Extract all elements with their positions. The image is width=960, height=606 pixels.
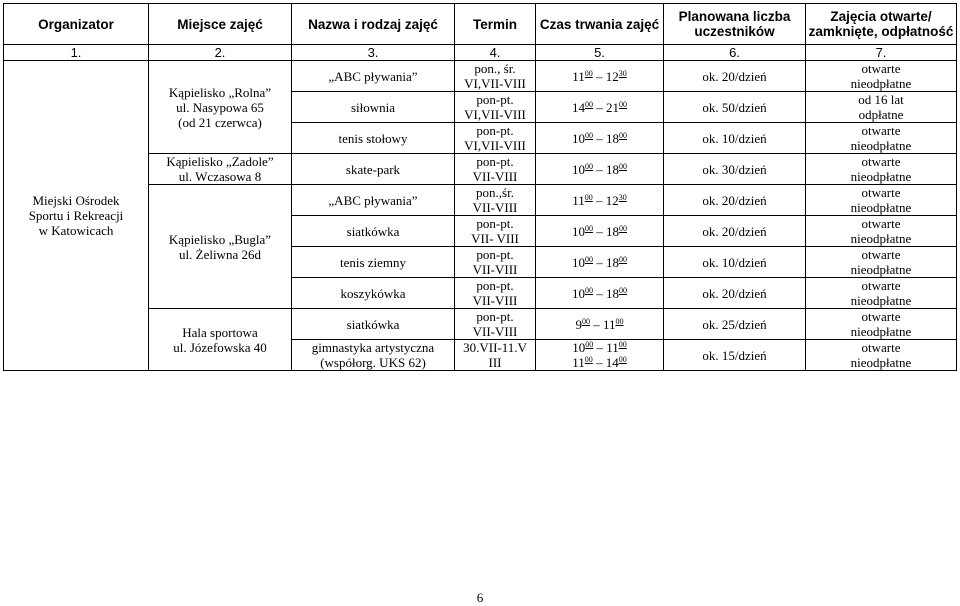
venue-line: ul. Wczasowa 8 <box>178 169 262 184</box>
access-line: odpłatne <box>858 107 904 122</box>
start-hour: 14 <box>572 99 585 115</box>
access-cell <box>806 92 957 123</box>
time-range <box>538 69 661 84</box>
term-line: pon-pt. <box>476 278 514 293</box>
activity-name: „ABC pływania” <box>292 61 455 92</box>
time-range <box>538 286 661 301</box>
term-line: pon-pt. <box>476 123 514 138</box>
end-minutes: 00 <box>618 340 627 349</box>
access-cell <box>806 340 957 371</box>
start-minutes: 00 <box>585 254 593 264</box>
column-number: 5. <box>536 45 664 61</box>
term-cell <box>455 61 536 92</box>
end-hour: 11 <box>602 316 616 332</box>
header-venue: Miejsce zajęć <box>149 4 292 45</box>
access-cell <box>806 185 957 216</box>
term-line: VII-VIII <box>472 293 518 308</box>
start-hour: 10 <box>572 223 585 239</box>
access-line: otwarte <box>861 278 901 293</box>
organizer-line: Miejski Ośrodek <box>32 193 120 208</box>
end-hour: 12 <box>605 192 619 208</box>
venue-line: ul. Józefowska 40 <box>173 339 267 355</box>
time-separator: – <box>596 99 603 115</box>
access-line: otwarte <box>861 185 901 200</box>
access-line: nieodpłatne <box>850 262 912 277</box>
term-cell <box>455 278 536 309</box>
end-minutes: 00 <box>619 161 627 171</box>
time-range <box>538 255 661 270</box>
term-cell <box>455 154 536 185</box>
time-separator: – <box>596 192 603 208</box>
header-row <box>4 4 957 45</box>
participants-cell: ok. 15/dzień <box>664 340 806 371</box>
organizer-line: w Katowicach <box>38 223 114 238</box>
header-duration: Czas trwania zajęć <box>536 4 664 45</box>
term-line: VI,VII-VIII <box>464 76 526 91</box>
start-hour: 10 <box>572 285 585 301</box>
organizer-line: Sportu i Rekreacji <box>28 208 124 223</box>
term-cell <box>455 92 536 123</box>
column-number-row <box>4 45 957 61</box>
venue-line: ul. Żeliwna 26d <box>179 246 261 262</box>
term-cell <box>455 247 536 278</box>
access-line: nieodpłatne <box>850 231 912 246</box>
term-line: pon-pt. <box>476 309 514 324</box>
column-number: 3. <box>292 45 455 61</box>
header-organizer: Organizator <box>4 4 149 45</box>
time-range <box>538 340 661 355</box>
start-minutes: 00 <box>585 161 593 171</box>
duration-cell <box>536 247 664 278</box>
start-minutes: 00 <box>584 192 593 202</box>
time-range <box>538 355 661 370</box>
organizer-cell <box>4 61 149 371</box>
duration-cell <box>536 278 664 309</box>
term-line: pon.,śr. <box>476 185 514 200</box>
term-line: 30.VII-11.V <box>463 340 527 355</box>
access-line: nieodpłatne <box>850 138 912 153</box>
end-minutes: 30 <box>618 192 627 202</box>
access-line: otwarte <box>861 154 901 169</box>
venue-line: Hala sportowa <box>182 324 258 340</box>
term-line: pon-pt. <box>476 154 514 169</box>
column-number: 1. <box>4 45 149 61</box>
end-hour: 18 <box>606 130 619 146</box>
access-line: otwarte <box>861 216 901 231</box>
access-line: otwarte <box>861 247 901 262</box>
start-minutes: 00 <box>585 130 593 140</box>
term-cell <box>455 185 536 216</box>
duration-cell <box>536 61 664 92</box>
duration-cell <box>536 309 664 340</box>
start-minutes: 00 <box>584 68 593 78</box>
venue-line: Kąpielisko „Rolna” <box>168 84 272 100</box>
header-term: Termin <box>455 4 536 45</box>
term-line: pon-pt. <box>476 216 514 231</box>
access-line: otwarte <box>861 340 901 355</box>
end-hour: 18 <box>606 223 619 239</box>
column-number: 6. <box>664 45 806 61</box>
access-cell <box>806 309 957 340</box>
venue-cell <box>149 61 292 154</box>
term-line: VII- VIII <box>471 231 519 246</box>
end-hour: 11 <box>606 340 619 355</box>
term-line: pon-pt. <box>476 247 514 262</box>
time-range <box>538 317 661 332</box>
access-line: otwarte <box>861 309 901 324</box>
time-separator: – <box>596 130 603 146</box>
term-cell <box>455 123 536 154</box>
venue-line: Kąpielisko „Bugla” <box>168 231 272 247</box>
column-number: 4. <box>455 45 536 61</box>
venue-line: ul. Nasypowa 65 <box>176 99 264 115</box>
venue-line: Kąpielisko „Zadole” <box>166 154 274 169</box>
access-line: nieodpłatne <box>850 324 912 339</box>
end-hour: 21 <box>606 99 619 115</box>
end-minutes: 00 <box>618 355 627 364</box>
start-hour: 10 <box>572 130 585 146</box>
participants-cell: ok. 10/dzień <box>664 123 806 154</box>
time-separator: – <box>596 355 603 370</box>
start-hour: 11 <box>572 192 585 208</box>
access-cell <box>806 247 957 278</box>
access-line: od 16 lat <box>858 92 904 107</box>
term-line: VII-VIII <box>472 262 518 277</box>
participants-cell: ok. 20/dzień <box>664 61 806 92</box>
start-minutes: 00 <box>585 340 594 349</box>
end-minutes: 00 <box>619 285 627 295</box>
participants-cell: ok. 20/dzień <box>664 185 806 216</box>
start-minutes: 00 <box>585 223 593 233</box>
end-minutes: 30 <box>618 68 627 78</box>
header-participants: Planowana liczba uczestników <box>664 4 806 45</box>
access-cell <box>806 216 957 247</box>
term-line: pon., śr. <box>474 61 516 76</box>
venue-cell <box>149 309 292 371</box>
term-line: VII-VIII <box>472 200 518 215</box>
duration-cell <box>536 185 664 216</box>
end-hour: 12 <box>605 68 619 84</box>
participants-cell: ok. 10/dzień <box>664 247 806 278</box>
venue-cell <box>149 154 292 185</box>
access-line: nieodpłatne <box>850 293 912 308</box>
column-number: 2. <box>149 45 292 61</box>
access-cell <box>806 278 957 309</box>
start-hour: 10 <box>572 161 585 177</box>
start-minutes: 00 <box>584 355 593 364</box>
term-line: VII-VIII <box>472 324 518 339</box>
end-hour: 14 <box>605 355 619 370</box>
access-line: nieodpłatne <box>850 169 912 184</box>
venue-line: (od 21 czerwca) <box>178 114 262 130</box>
duration-cell <box>536 340 664 371</box>
start-hour: 10 <box>572 254 585 270</box>
access-line: otwarte <box>861 61 901 76</box>
activity-name: tenis ziemny <box>292 247 455 278</box>
term-line: VI,VII-VIII <box>464 138 526 153</box>
term-line: VII-VIII <box>472 169 518 184</box>
activity-name: tenis stołowy <box>292 123 455 154</box>
start-hour: 9 <box>575 316 582 332</box>
participants-cell: ok. 20/dzień <box>664 216 806 247</box>
start-hour: 11 <box>572 68 585 84</box>
time-separator: – <box>593 316 600 332</box>
time-separator: – <box>596 285 603 301</box>
activity-name: siatkówka <box>292 309 455 340</box>
time-range <box>538 193 661 208</box>
time-range <box>538 162 661 177</box>
activity-name <box>292 340 455 371</box>
column-number: 7. <box>806 45 957 61</box>
duration-cell <box>536 92 664 123</box>
schedule-table <box>3 3 957 371</box>
duration-cell <box>536 154 664 185</box>
access-cell <box>806 154 957 185</box>
end-hour: 18 <box>606 161 619 177</box>
page-number: 6 <box>476 590 484 605</box>
activity-name: koszykówka <box>292 278 455 309</box>
participants-cell: ok. 20/dzień <box>664 278 806 309</box>
activity-name-line: gimnastyka artystyczna <box>311 340 435 355</box>
start-minutes: 00 <box>585 99 593 109</box>
activity-name: skate-park <box>292 154 455 185</box>
end-minutes: 00 <box>619 130 627 140</box>
participants-cell: ok. 25/dzień <box>664 309 806 340</box>
start-hour: 11 <box>572 355 585 370</box>
start-minutes: 00 <box>581 316 590 326</box>
time-separator: – <box>596 161 603 177</box>
term-cell <box>455 309 536 340</box>
time-range <box>538 100 661 115</box>
header-activity: Nazwa i rodzaj zajęć <box>292 4 455 45</box>
duration-cell <box>536 216 664 247</box>
end-minutes: 00 <box>615 316 624 326</box>
activity-name-line: (współorg. UKS 62) <box>320 355 426 370</box>
term-cell <box>455 216 536 247</box>
end-minutes: 00 <box>619 254 627 264</box>
start-minutes: 00 <box>585 285 593 295</box>
activity-name: siłownia <box>292 92 455 123</box>
term-line: III <box>488 355 502 370</box>
access-cell <box>806 123 957 154</box>
activity-name: „ABC pływania” <box>292 185 455 216</box>
end-hour: 18 <box>606 254 619 270</box>
participants-cell: ok. 30/dzień <box>664 154 806 185</box>
participants-cell: ok. 50/dzień <box>664 92 806 123</box>
end-minutes: 00 <box>619 223 627 233</box>
start-hour: 10 <box>572 340 586 355</box>
header-access: Zajęcia otwarte/ zamknięte, odpłatność <box>806 4 957 45</box>
time-separator: – <box>596 254 603 270</box>
time-separator: – <box>596 223 603 239</box>
term-line: pon-pt. <box>476 92 514 107</box>
duration-cell <box>536 123 664 154</box>
activity-name: siatkówka <box>292 216 455 247</box>
venue-cell <box>149 185 292 309</box>
term-line: VI,VII-VIII <box>464 107 526 122</box>
end-hour: 18 <box>606 285 619 301</box>
access-line: nieodpłatne <box>850 76 912 91</box>
access-line: nieodpłatne <box>850 200 912 215</box>
time-separator: – <box>596 340 603 355</box>
time-range <box>538 131 661 146</box>
access-cell <box>806 61 957 92</box>
schedule-row <box>4 61 957 92</box>
end-minutes: 00 <box>619 99 627 109</box>
access-line: nieodpłatne <box>850 355 912 370</box>
term-cell <box>455 340 536 371</box>
time-separator: – <box>596 68 603 84</box>
time-range <box>538 224 661 239</box>
access-line: otwarte <box>861 123 901 138</box>
